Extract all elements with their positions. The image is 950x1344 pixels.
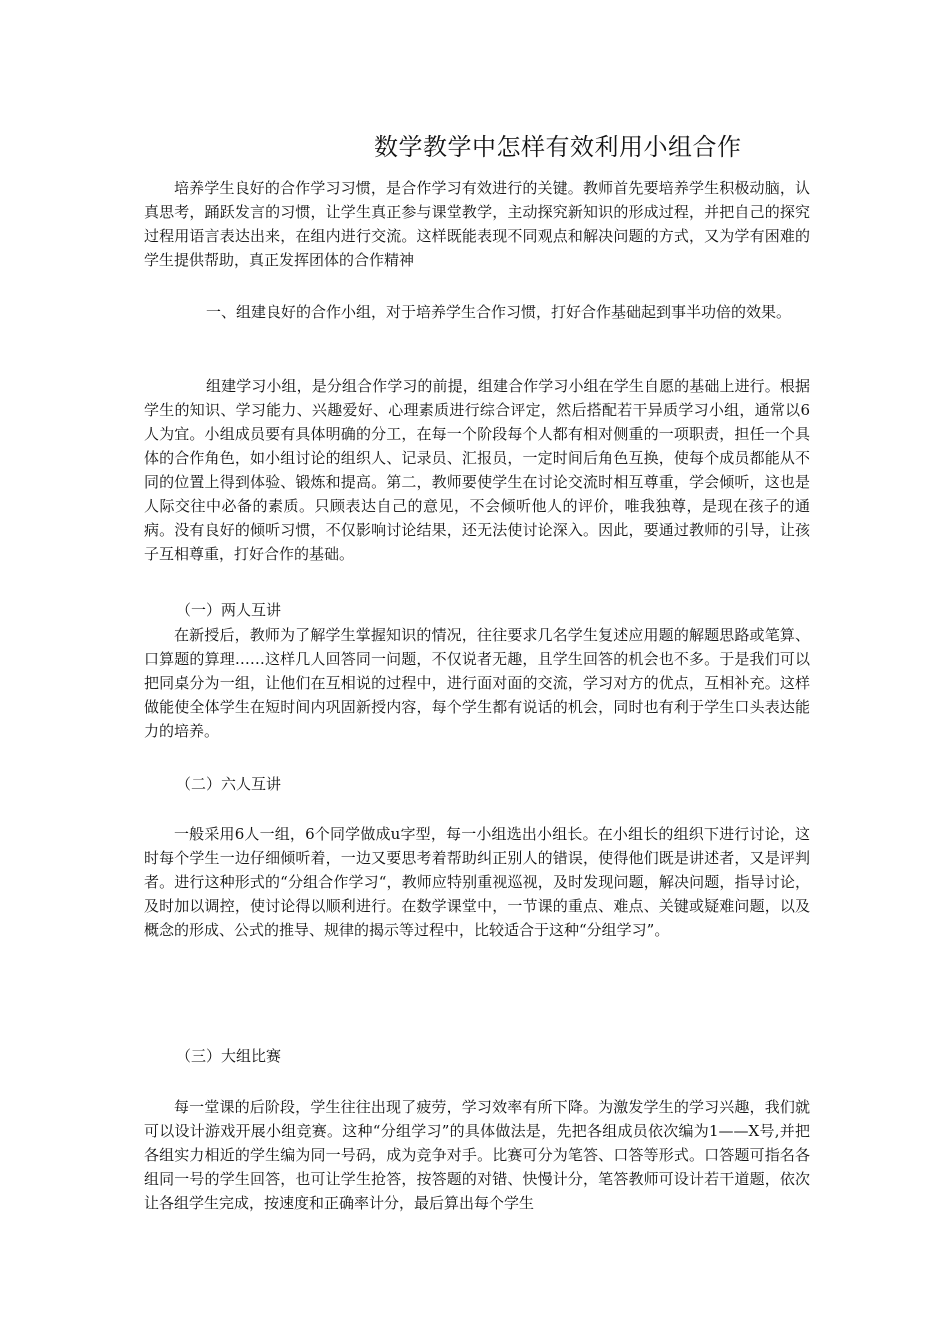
sub1-body: 在新授后，教师为了解学生掌握知识的情况，往往要求几名学生复述应用题的解题思路或笔算、口算题的算理……这样几人回答同一问题，不仅说者无趣，且学生回答的机会也不多。于是我们可以把同桌分为一组，让他们在互相说的过程中，进行面对面的交流，学习对方的优点，互相补充。这样做能使全体学生在短时间内巩固新授内容，每个学生都有说话的机会，同时也有利于学生口头表达能力的培养。 bbox=[144, 626, 810, 740]
section1-heading: 一、组建良好的合作小组，对于培养学生合作习惯，打好合作基础起到事半功倍的效果。 bbox=[206, 303, 792, 321]
sub1-heading: （一）两人互讲 bbox=[176, 601, 282, 619]
sub2-heading: （二）六人互讲 bbox=[176, 775, 282, 793]
section1-body: 组建学习小组，是分组合作学习的前提，组建合作学习小组在学生自愿的基础上进行。根据学生的知识、学习能力、兴趣爱好、心理素质进行综合评定，然后搭配若干异质学习小组，通常以6人为宜。小组成员要有具体明确的分工，在每一个阶段每个人都有相对侧重的一项职责，担任一个具体的合作角色，如小组讨论的组织人、记录员、汇报员，一定时间后角色互换，使每个成员都能从不同的位置上得到体验、锻炼和提高。第二，教师要使学生在讨论交流时相互尊重，学会倾听，这也是人际交往中必备的素质。只顾表达自己的意见，不会倾听他人的评价，唯我独尊，是现在孩子的通病。没有良好的倾听习惯，不仅影响讨论结果，还无法使讨论深入。因此，要通过教师的引导，让孩子互相尊重，打好合作的基础。 bbox=[144, 377, 810, 563]
intro-paragraph: 培养学生良好的合作学习习惯，是合作学习有效进行的关键。教师首先要培养学生积极动脑，认真思考，踊跃发言的习惯，让学生真正参与课堂教学，主动探究新知识的形成过程，并把自己的探究过程用语言表达出来，在组内进行交流。这样既能表现不同观点和解决问题的方式，又为学有困难的学生提供帮助，真正发挥团体的合作精神 bbox=[144, 179, 810, 269]
document-title: 数学教学中怎样有效利用小组合作 bbox=[374, 133, 742, 161]
sub2-body: 一般采用6人一组，6个同学做成u字型，每一小组选出小组长。在小组长的组织下进行讨论，这时每个学生一边仔细倾听着，一边又要思考着帮助纠正别人的错误，使得他们既是讲述者，又是评判者。进行这种形式的“分组合作学习“，教师应特别重视巡视，及时发现问题，解决问题，指导讨论，及时加以调控，使讨论得以顺利进行。在数学课堂中，一节课的重点、难点、关键或疑难问题，以及概念的形成、公式的推导、规律的揭示等过程中，比较适合于这种“分组学习”。 bbox=[144, 825, 810, 939]
sub3-heading: （三）大组比赛 bbox=[176, 1047, 282, 1065]
sub3-body: 每一堂课的后阶段，学生往往出现了疲劳，学习效率有所下降。为激发学生的学习兴趣，我们就可以设计游戏开展小组竞赛。这种“分组学习”的具体做法是，先把各组成员依次编为1——X号,并把各组实力相近的学生编为同一号码，成为竞争对手。比赛可分为笔答、口答等形式。口答题可指名各组同一号的学生回答，也可让学生抢答，按答题的对错、快慢计分，笔答教师可设计若干道题，依次让各组学生完成，按速度和正确率计分，最后算出每个学生 bbox=[144, 1098, 810, 1212]
